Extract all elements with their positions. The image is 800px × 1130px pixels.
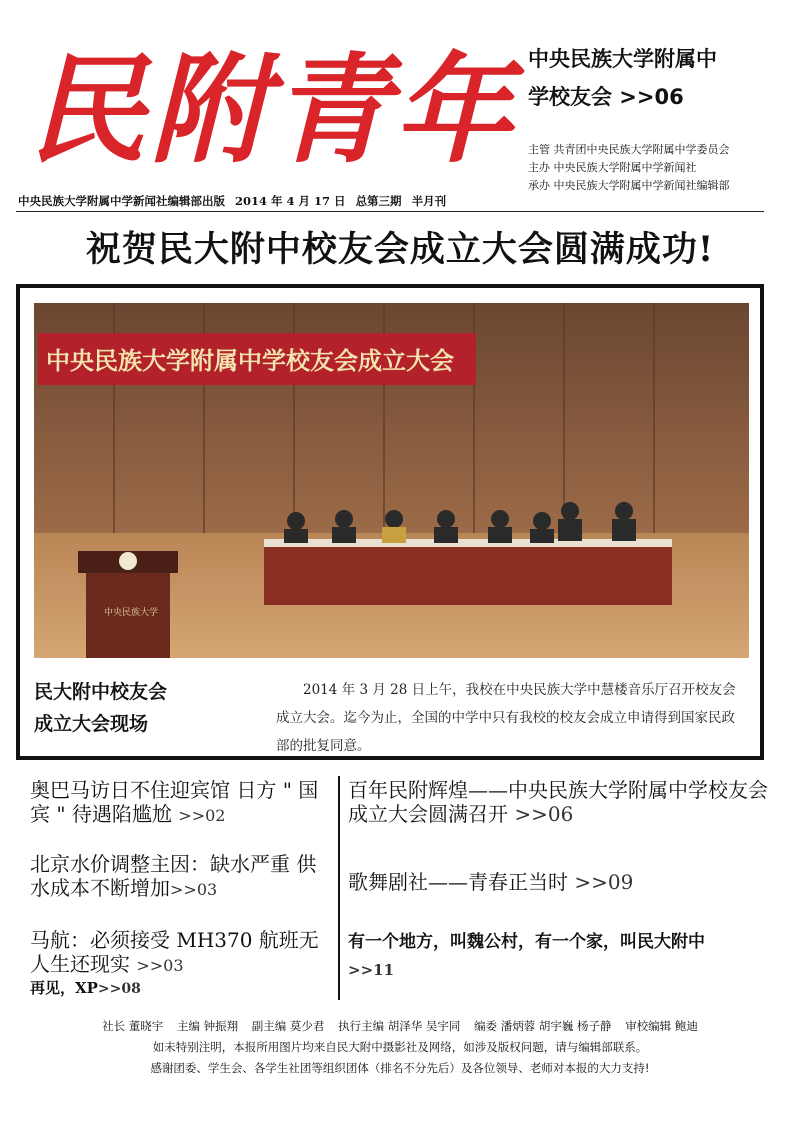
page-ref: >>03 <box>136 956 184 975</box>
staff-entry: 副主编 莫少君 <box>251 1019 325 1033</box>
story-title: 北京水价调整主因：缺水严重 供水成本不断增加 <box>30 852 317 900</box>
story-link[interactable] <box>30 976 335 1001</box>
frequency: 半月刊 <box>411 194 447 208</box>
masthead-logo <box>28 30 517 190</box>
page-ref: >>08 <box>97 981 141 997</box>
banner-text: 中央民族大学附属中学校友会成立大会 <box>46 347 454 375</box>
story-link[interactable] <box>348 928 773 984</box>
story-link[interactable] <box>30 852 335 902</box>
footer <box>0 1016 800 1079</box>
column-divider <box>338 776 340 1000</box>
page-ref: >>09 <box>574 870 634 894</box>
staff-entry: 执行主编 胡泽华 吴宇同 <box>338 1019 461 1033</box>
conference-photo <box>34 303 749 658</box>
sponsor-organizer: 承办 中央民族大学附属中学新闻社编辑部 <box>528 179 730 192</box>
top-teaser-line1: 中央民族大学附属中 <box>528 47 717 71</box>
main-headline: 祝贺民大附中校友会成立大会圆满成功! <box>85 229 715 270</box>
caption-title <box>34 676 234 740</box>
story-link[interactable] <box>348 778 773 826</box>
story-title: 歌舞剧社——青春正当时 <box>348 870 575 894</box>
issue-date: 2014 年 4 月 17 日 <box>235 194 346 208</box>
page-ref: >>03 <box>170 880 218 899</box>
page-ref: >>02 <box>178 806 226 825</box>
staff-entry: 审校编辑 鲍迪 <box>625 1019 698 1033</box>
staff-entry: 编委 潘炳蓉 胡宇巍 杨子静 <box>474 1019 612 1033</box>
top-teaser-line2: 学校友会 >>06 <box>528 85 684 109</box>
copyright-notice: 如未特别注明，本报所用图片均来自民大附中摄影社及网络，如涉及版权问题，请与编辑部联系。 <box>152 1040 648 1054</box>
sponsor-host: 主办 中央民族大学附属中学新闻社 <box>528 161 697 174</box>
caption-title-line1: 民大附中校友会 <box>34 681 168 703</box>
story-title: 再见，XP <box>30 979 98 997</box>
caption-text: 2014 年 3 月 28 日上午，我校在中央民族大学中慧楼音乐厅召开校友会成立大会。迄今为止，全国的中学中只有我校的校友会成立申请得到国家民政部的批复同意。 <box>276 682 736 754</box>
issue-number: 总第三期 <box>355 194 402 208</box>
story-title: 有一个地方，叫魏公村，有一个家，叫民大附中 <box>348 932 705 952</box>
story-title: 百年民附辉煌——中央民族大学附属中学校友会成立大会圆满召开 <box>348 778 768 826</box>
top-teaser[interactable] <box>528 40 768 116</box>
staff-entry: 社长 董晓宇 <box>102 1019 164 1033</box>
podium-text: 中央民族大学 <box>104 608 159 618</box>
page-ref: >>11 <box>348 961 395 979</box>
story-link[interactable] <box>30 778 335 828</box>
sponsor-list <box>528 141 730 195</box>
story-title: 马航：必须接受 MH370 航班无人生还现实 <box>30 928 319 976</box>
publication-line <box>18 193 452 209</box>
story-link[interactable] <box>348 870 773 894</box>
caption-title-line2: 成立大会现场 <box>34 713 149 735</box>
page-ref: >>06 <box>514 802 574 826</box>
masthead-divider <box>16 211 764 212</box>
staff-entry: 主编 钟振翔 <box>176 1019 239 1033</box>
story-link[interactable] <box>30 928 335 978</box>
sponsor-supervisor: 主管 共青团中央民族大学附属中学委员会 <box>528 143 730 156</box>
thanks-note: 感谢团委、学生会、各学生社团等组织团体（排名不分先后）及各位领导、老师对本报的大力支持! <box>150 1061 650 1075</box>
story-title: 奥巴马访日不住迎宾馆 日方 " 国宾 " 待遇陷尴尬 <box>30 778 319 826</box>
publisher: 中央民族大学附属中学新闻社编辑部出版 <box>18 194 225 208</box>
newspaper-title: 民附青年 <box>28 40 517 179</box>
staff-list <box>0 1016 800 1037</box>
